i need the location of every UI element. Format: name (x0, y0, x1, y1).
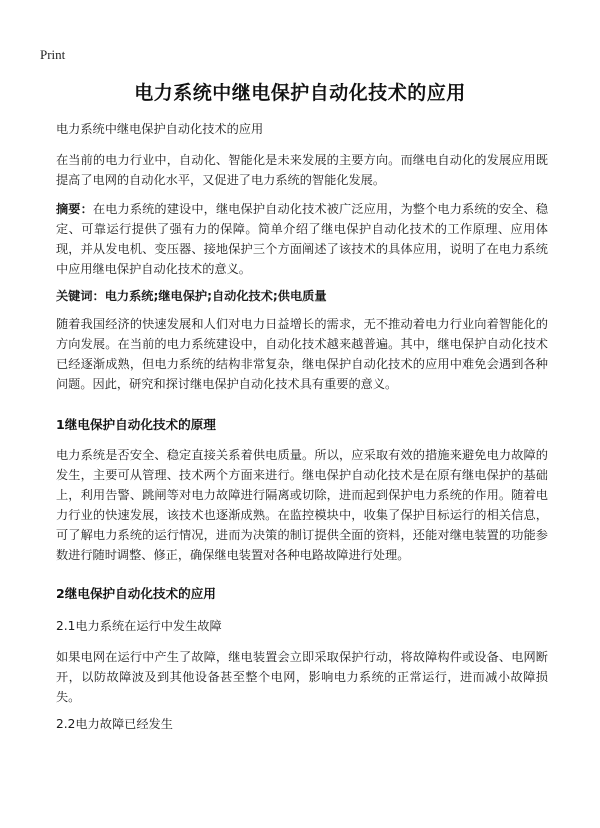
print-link[interactable]: Print (40, 47, 66, 62)
abstract-label: 摘要： (56, 202, 93, 216)
intro-paragraph: 在当前的电力行业中，自动化、智能化是未来发展的主要方向。而继电自动化的发展应用既提高了电网的自动化水平，又促进了电力系统的智能化发展。 (56, 153, 548, 187)
abstract-paragraph (56, 199, 548, 279)
section-2-1-paragraph: 如果电网在运行中产生了故障，继电装置会立即采取保护行动，将故障构件或设备、电网断开，以防故障波及到其他设备甚至整个电网，影响电力系统的正常运行，进而减小故障损失。 (56, 650, 548, 704)
section-1-paragraph: 电力系统是否安全、稳定直接关系着供电质量。所以，应采取有效的措施来避免电力故障的发生，主要可从管理、技术两个方面来进行。继电保护自动化技术是在原有继电保护的基础上，利用告警、跳闸等对电力故障进行隔离或切除，进而起到保护电力系统的作用。随着电力行业的快速发展，该技术也逐渐成熟。在监控模块中，收集了保护目标运行的相关信息，可了解电力系统的运行情况，进而为决策的制订提供全面的资料，还能对继电装置的功能参数进行随时调整、修正，确保继电装置对各种电路故障进行处理。 (56, 448, 548, 562)
abstract-text: 在电力系统的建设中，继电保护自动化技术被广泛应用，为整个电力系统的安全、稳定、可靠运行提供了强有力的保障。简单介绍了继电保护自动化技术的工作原理、应用体现，并从发电机、变压器、接地保护三个方面阐述了该技术的具体应用，说明了在电力系统中应用继电保护自动化技术的意义。 (56, 202, 549, 276)
article-subtitle: 电力系统中继电保护自动化技术的应用 (56, 122, 264, 136)
keywords-label: 关键词： (56, 289, 105, 303)
page-title: 电力系统中继电保护自动化技术的应用 (134, 82, 466, 104)
keywords-paragraph (56, 286, 548, 306)
section-2-1-heading: 2.1电力系统在运行中发生故障 (56, 619, 222, 633)
section-2-2-heading: 2.2电力故障已经发生 (56, 717, 173, 731)
section-2-heading: 2继电保护自动化技术的应用 (56, 586, 216, 601)
keywords-text: 电力系统;继电保护;自动化技术;供电质量 (104, 289, 327, 303)
section-1-heading: 1继电保护自动化技术的原理 (56, 417, 216, 432)
background-paragraph: 随着我国经济的快速发展和人们对电力日益增长的需求，无不推动着电力行业向着智能化的方向发展。在当前的电力系统建设中，自动化技术越来越普遍。其中，继电保护自动化技术已经逐渐成熟，但电力系统的结构非常复杂，继电保护自动化技术的应用中难免会遇到各种问题。因此，研究和探讨继电保护自动化技术具有重要的意义。 (56, 317, 548, 391)
